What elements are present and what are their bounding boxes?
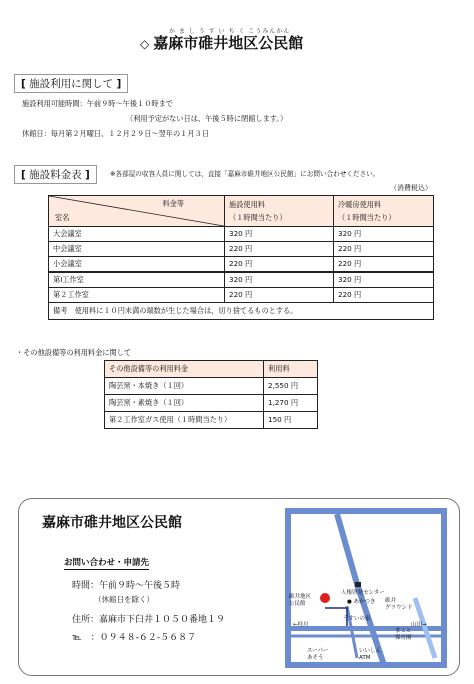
map-label-kominkan: 碓井地区 公民館 (289, 594, 312, 607)
other-fees-heading: ・その他設備等の利用料金に関して (16, 348, 132, 357)
map-label-usui-no-ie: うすいの家 (343, 616, 371, 622)
contact-hours-note: （休館日を除く） (94, 595, 154, 604)
contact-tel: ℡ ：０９４８-６２-５６８７ (72, 633, 197, 643)
section-heading-fees: [ 施設料金表 ] (14, 165, 97, 184)
page-title-row (140, 32, 303, 53)
map-label-ground: 碓井 グラウンド (385, 598, 413, 611)
fee-col-header: 施設使用料 （１時間当たり） (225, 196, 334, 227)
other-col-header: その他設備等の利用料金 (105, 361, 264, 378)
table-row: 第２工作室ガス使用（１時間当たり） 150 円 (105, 412, 318, 429)
contact-address: 住所：嘉麻市下臼井１０５０番地１９ (72, 615, 226, 625)
fee-table-diagonal-header (49, 196, 225, 227)
section-heading-usage-label: 施設利用に関して (29, 78, 114, 90)
contact-hours: 時間：午前９時～午後５時 (72, 581, 181, 591)
closed-days: 休館日：毎月第２月曜日、１２月２９日～翌年の１月３日 (22, 129, 209, 138)
table-remark-row: 備考 使用料に１０円未満の端数が生じた場合は，切り捨てるものとする。 (49, 303, 434, 320)
tax-note: （消費税込） (390, 184, 432, 192)
capacity-note: ※各部屋の収容人員に関しては，直接「嘉麻市碓井地区公民館」にお問い合わせください。 (110, 170, 380, 178)
ac-col-header: 冷暖房使用料 （１時間当たり） (334, 196, 434, 227)
map-label-yamada: 山田→ (411, 622, 427, 628)
title-ruby: か ま し う す い ち く こうみんかん (169, 28, 291, 35)
table-row: 第２工作室 220 円 220 円 (49, 288, 434, 303)
contact-heading: お問い合わせ・申請先 (64, 558, 150, 568)
table-row: 陶芸窯・本焼き（１回） 2,550 円 (105, 378, 318, 395)
other-fees-table (104, 360, 318, 429)
map-label-super: スーパー あそう (307, 648, 329, 661)
card-title: 嘉麻市碓井地区公民館 (42, 515, 182, 531)
section-heading-fees-label: 施設料金表 (29, 169, 82, 181)
access-map (285, 508, 447, 668)
map-label-makoto: まこと 保育園 (395, 628, 412, 641)
diag-top-label: 料金等 (162, 199, 184, 208)
table-row: 大会議室 320 円 320 円 (49, 227, 434, 242)
table-row: 中会議室 220 円 220 円 (49, 242, 434, 257)
usage-hours: 施設利用可能時間：午前９時～午後１０時まで (22, 99, 173, 108)
map-label-akatsuki: ● あかつき (347, 599, 376, 605)
section-heading-usage: [ 施設利用に関して ] (14, 74, 128, 93)
other-fee-col-header: 利用料 (264, 361, 318, 378)
table-row: 陶芸窯・素焼き（１回） 1,270 円 (105, 395, 318, 412)
table-row: 第Ⅰ工作室 320 円 320 円 (49, 272, 434, 288)
usage-hours-note: （利用予定がない日は、午後５時に閉館します。） (126, 114, 288, 123)
page-title: 嘉麻市碓井地区公民館 (153, 34, 304, 52)
diag-bottom-label: 室名 (55, 213, 70, 222)
map-label-keisen: ←桂川 (293, 622, 309, 628)
map-graphic (285, 508, 447, 668)
map-label-center: 人権啓発センター (341, 590, 385, 596)
diamond-bullet-icon: ◇ (140, 37, 150, 51)
map-label-iishin: いいしん ATM (359, 648, 382, 661)
fee-table (48, 195, 434, 320)
table-row: 小会議室 220 円 220 円 (49, 257, 434, 273)
